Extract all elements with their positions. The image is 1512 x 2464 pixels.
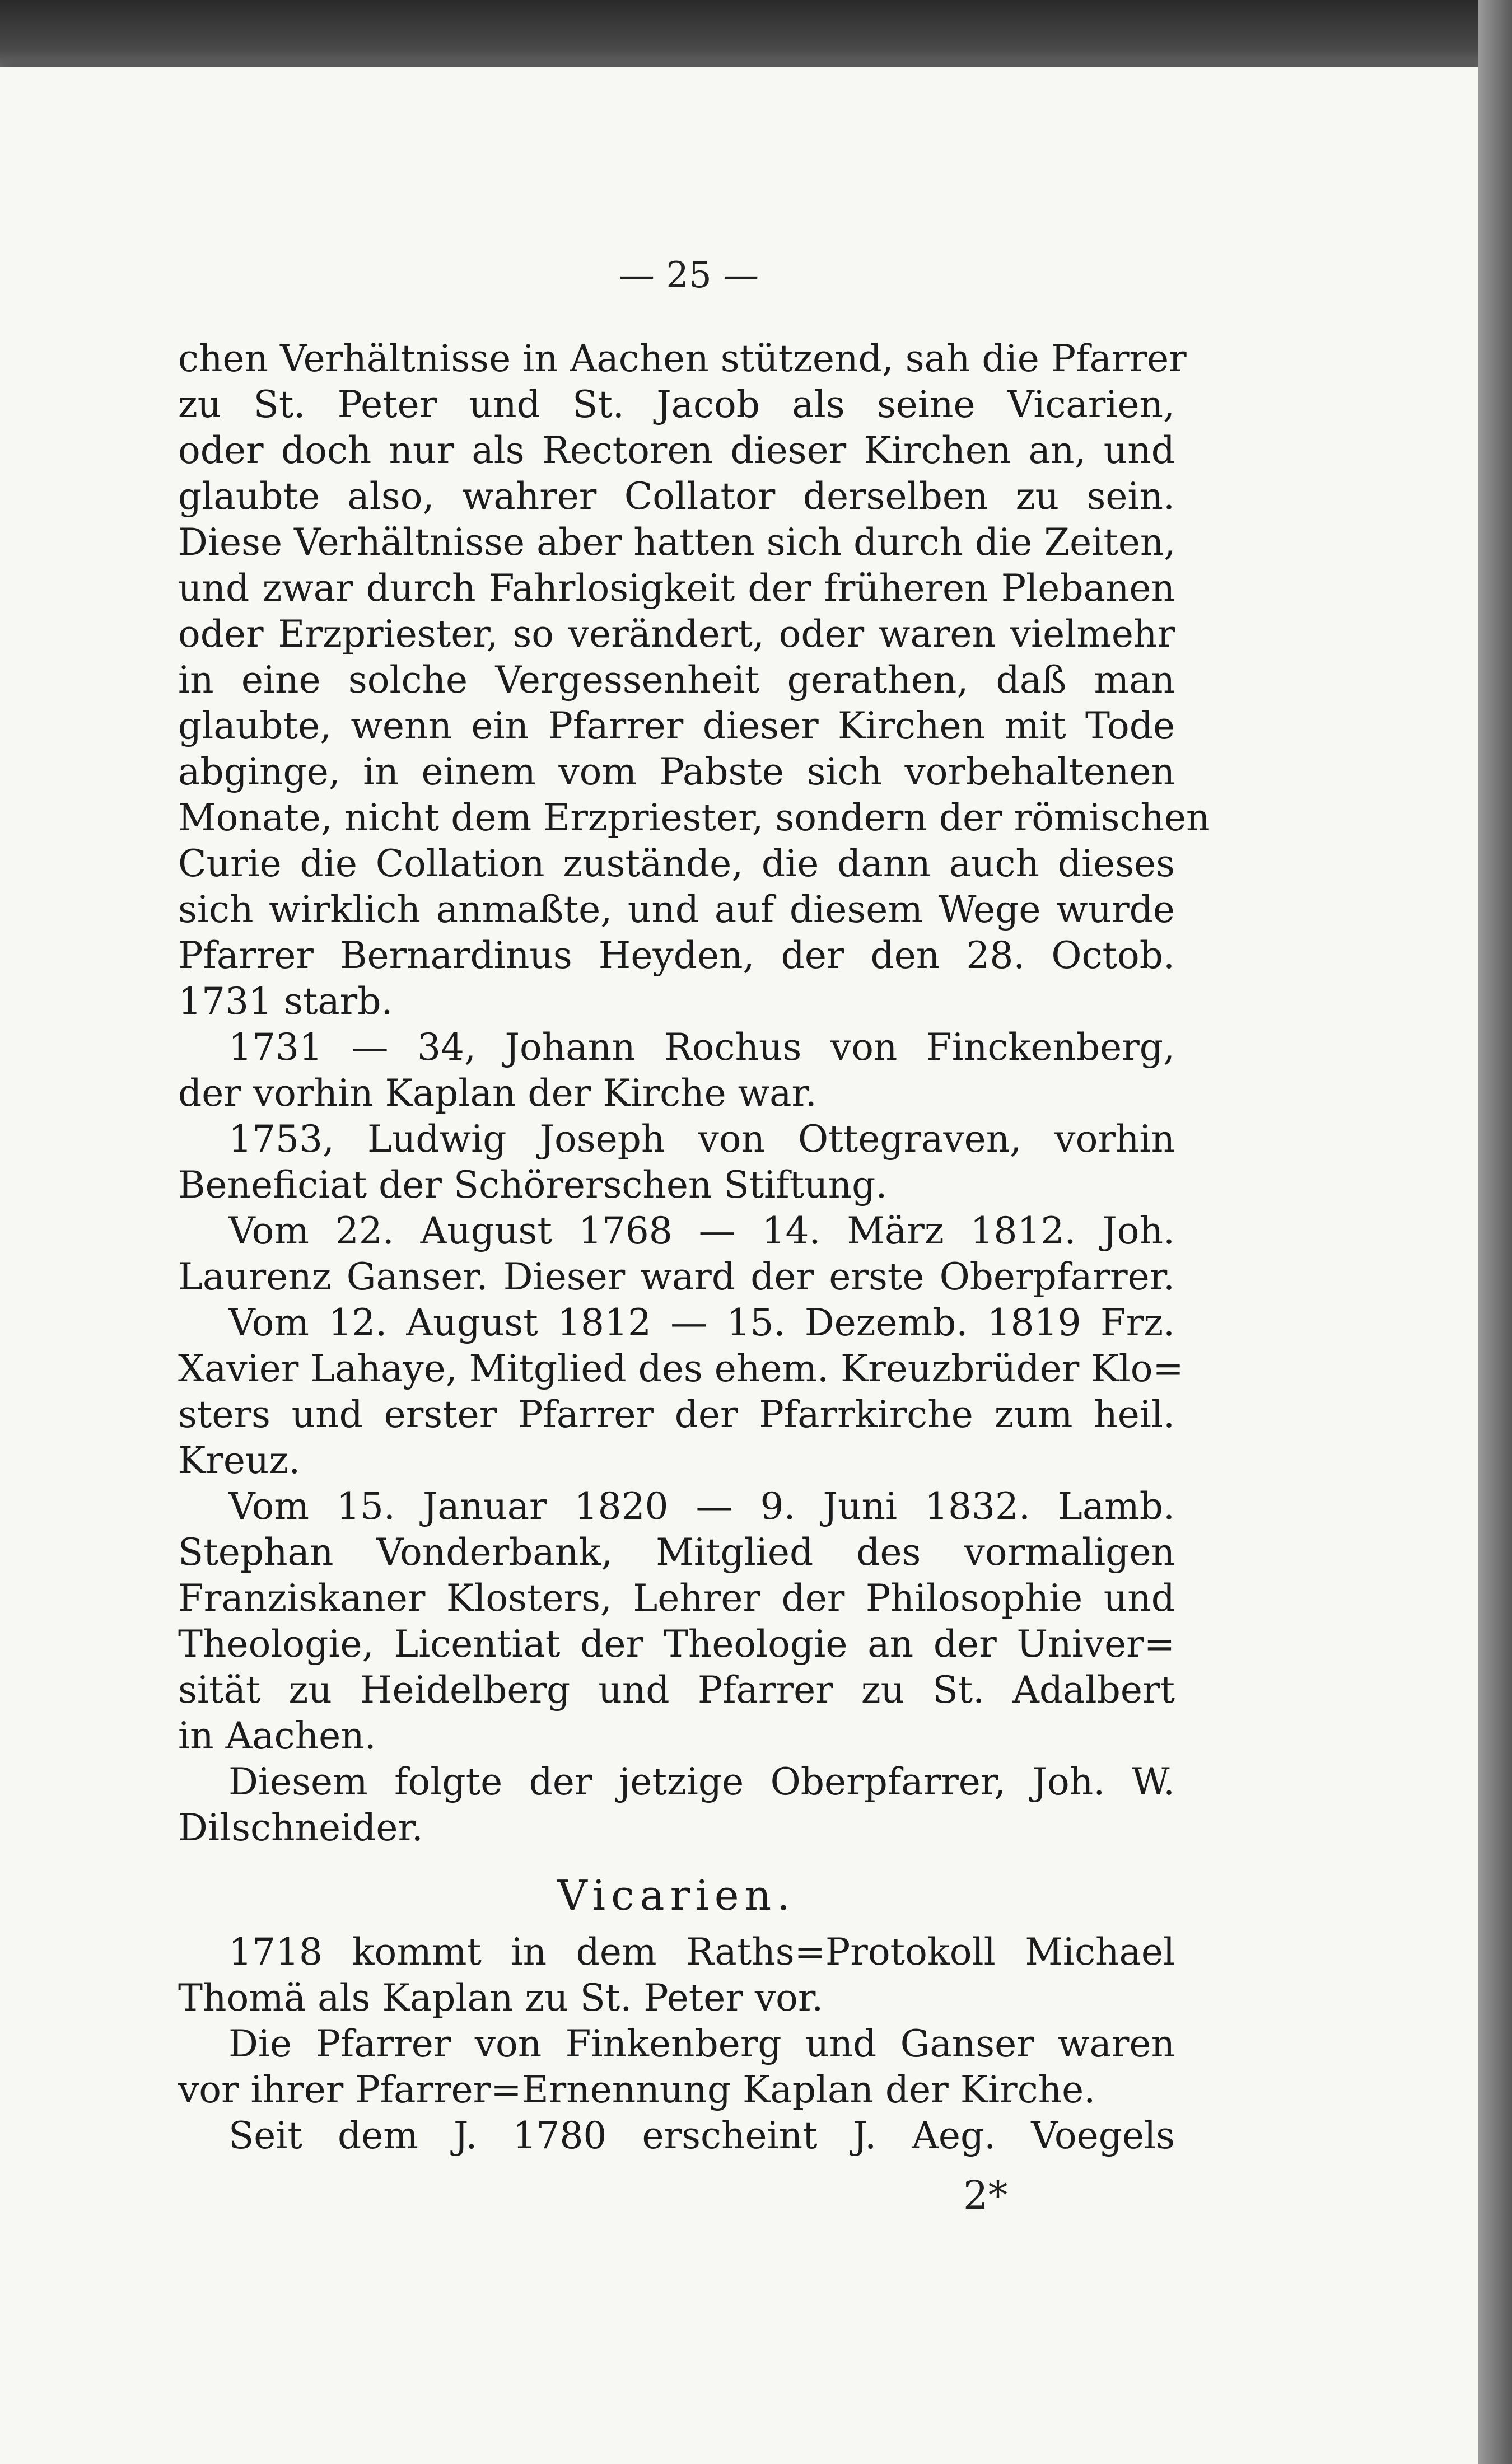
- text-line: Diesem folgte der jetzige Oberpfarrer, Joh. W.: [228, 1760, 1175, 1803]
- text-line: Dilschneider.: [178, 1806, 423, 1849]
- text-line: sich wirklich anmaßte, und auf diesem Wege wurde: [178, 888, 1175, 931]
- text-line: Die Pfarrer von Finkenberg und Ganser waren: [228, 2022, 1175, 2065]
- text-line: in eine solche Vergessenheit gerathen, daß man: [178, 658, 1175, 702]
- text-line: 1718 kommt in dem Raths=Protokoll Michael: [228, 1930, 1175, 1974]
- page-number: — 25 —: [618, 255, 759, 296]
- text-line: Thomä als Kaplan zu St. Peter vor.: [178, 1976, 824, 2019]
- text-line: der vorhin Kaplan der Kirche war.: [178, 1072, 817, 1115]
- text-line: Kreuz.: [178, 1439, 301, 1482]
- text-line: Vom 22. August 1768 — 14. März 1812. Joh.: [228, 1209, 1175, 1252]
- text-line: oder doch nur als Rectoren dieser Kirchen an, und: [178, 429, 1175, 472]
- text-line: Seit dem J. 1780 erscheint J. Aeg. Voegels: [228, 2114, 1175, 2157]
- text-line: sität zu Heidelberg und Pfarrer zu St. Adalbert: [178, 1668, 1175, 1712]
- text-line: und zwar durch Fahrlosigkeit der früheren Plebanen: [178, 567, 1175, 610]
- text-line: Diese Verhältnisse aber hatten sich durch die Zeiten,: [178, 521, 1176, 564]
- text-line: 1731 — 34, Johann Rochus von Finckenberg,: [228, 1026, 1175, 1069]
- text-line: Curie die Collation zustände, die dann auch dieses: [178, 842, 1175, 885]
- text-line: Vom 12. August 1812 — 15. Dezemb. 1819 Frz.: [228, 1301, 1175, 1344]
- text-line: chen Verhältnisse in Aachen stützend, sah die Pfarrer: [178, 337, 1187, 380]
- text-line: 1731 starb.: [178, 980, 393, 1023]
- text-line: Laurenz Ganser. Dieser ward der erste Oberpfarrer.: [178, 1255, 1175, 1298]
- text-line: Theologie, Licentiat der Theologie an der Univer=: [178, 1623, 1175, 1666]
- section-heading: Vicarien.: [557, 1872, 796, 1920]
- text-line: in Aachen.: [178, 1714, 376, 1757]
- text-line: Monate, nicht dem Erzpriester, sondern der römischen: [178, 796, 1210, 839]
- text-line: Stephan Vonderbank, Mitglied des vormaligen: [178, 1531, 1175, 1574]
- text-line: oder Erzpriester, so verändert, oder waren vielmehr: [178, 613, 1175, 656]
- text-line: abginge, in einem vom Pabste sich vorbehaltenen: [178, 750, 1175, 793]
- text-line: glaubte also, wahrer Collator derselben zu sein.: [178, 475, 1175, 518]
- text-line: zu St. Peter und St. Jacob als seine Vicarien,: [178, 383, 1175, 426]
- scan-right-shadow: [1478, 0, 1512, 2464]
- text-line: Vom 15. Januar 1820 — 9. Juni 1832. Lamb.: [228, 1485, 1175, 1528]
- body-text: [178, 336, 1210, 2159]
- text-line: glaubte, wenn ein Pfarrer dieser Kirchen mit Tode: [178, 704, 1175, 747]
- text-line: vor ihrer Pfarrer=Ernennung Kaplan der Kirche.: [178, 2068, 1096, 2111]
- text-line: Franziskaner Klosters, Lehrer der Philosophie und: [178, 1577, 1175, 1620]
- text-line: Xavier Lahaye, Mitglied des ehem. Kreuzbrüder Klo=: [178, 1347, 1184, 1390]
- text-line: Pfarrer Bernardinus Heyden, der den 28. Octob.: [178, 934, 1175, 977]
- text-line: sters und erster Pfarrer der Pfarrkirche zum heil.: [178, 1393, 1175, 1436]
- text-line: 1753, Ludwig Joseph von Ottegraven, vorhin: [228, 1118, 1175, 1161]
- text-line: Beneficiat der Schörerschen Stiftung.: [178, 1163, 888, 1207]
- signature-mark: 2*: [963, 2172, 1008, 2218]
